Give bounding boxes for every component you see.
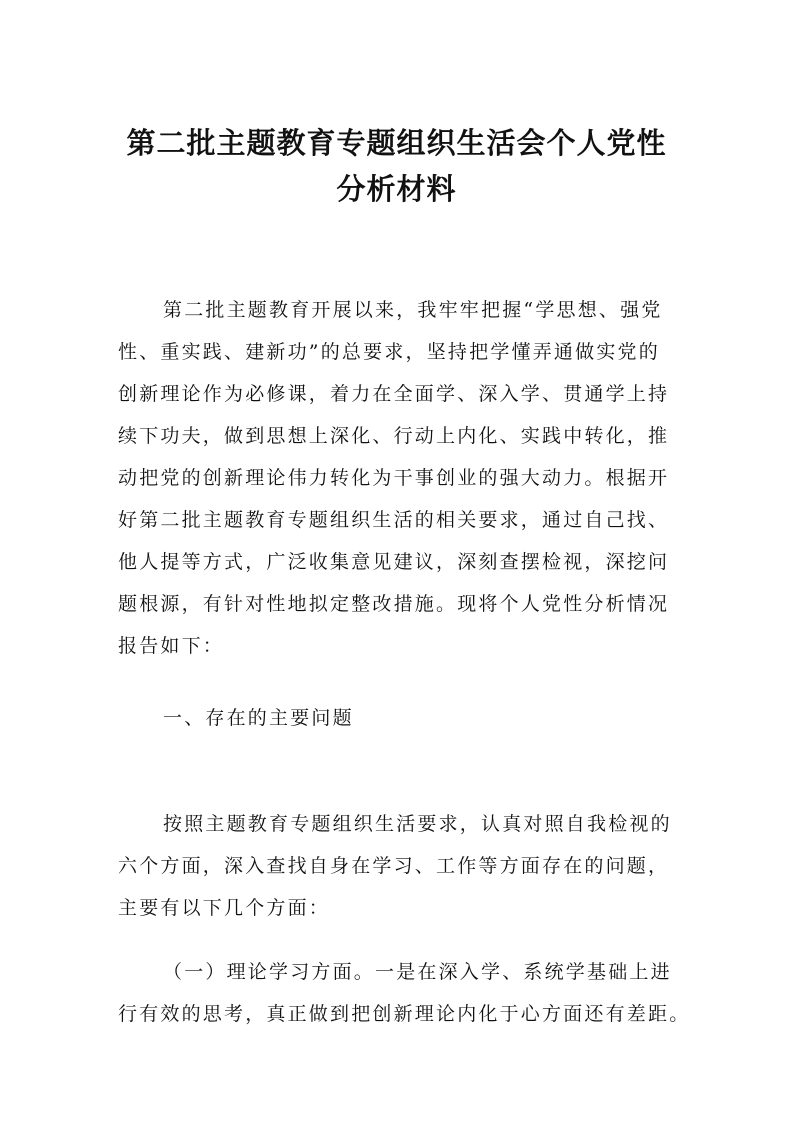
paragraph-line: 续下功夫，做到思想上深化、行动上内化、实践中转化，推: [118, 425, 670, 447]
paragraph-line: 他人提等方式，广泛收集意见建议，深刻查摆检视，深挖问: [118, 551, 670, 573]
title-line-2: 分析材料: [336, 172, 457, 206]
title-line-1: 第二批主题教育专题组织生活会个人党性: [126, 126, 667, 160]
paragraph-requirements: [118, 803, 678, 929]
paragraph-line: 报告如下：: [118, 635, 225, 657]
paragraph-line: 按照主题教育专题组织生活要求，认真对照自我检视的: [163, 813, 672, 835]
paragraph-line: 第二批主题教育开展以来，我牢牢把握“学思想、强党: [163, 299, 663, 321]
paragraph-line: （一）理论学习方面。一是在深入学、系统学基础上进: [163, 961, 672, 983]
paragraph-line: 主要有以下几个方面：: [118, 897, 331, 919]
document-title: [100, 120, 693, 212]
paragraph-intro: [118, 289, 678, 667]
paragraph-line: 题根源，有针对性地拟定整改措施。现将个人党性分析情况: [118, 593, 670, 615]
section-heading: [118, 697, 678, 739]
paragraph-line: 性、重实践、建新功”的总要求，坚持把学懂弄通做实党的: [118, 341, 660, 363]
paragraph-theory-study: [118, 951, 691, 1035]
paragraph-line: 六个方面，深入查找自身在学习、工作等方面存在的问题，: [118, 855, 670, 877]
paragraph-line: 行有效的思考，真正做到把创新理论内化于心方面还有差距。: [118, 1003, 691, 1025]
paragraph-line: 动把党的创新理论伟力转化为干事创业的强大动力。根据开: [118, 467, 670, 489]
paragraph-line: 好第二批主题教育专题组织生活的相关要求，通过自己找、: [118, 509, 670, 531]
section-heading-text: 一、存在的主要问题: [163, 707, 354, 729]
paragraph-line: 创新理论作为必修课，着力在全面学、深入学、贯通学上持: [118, 383, 670, 405]
